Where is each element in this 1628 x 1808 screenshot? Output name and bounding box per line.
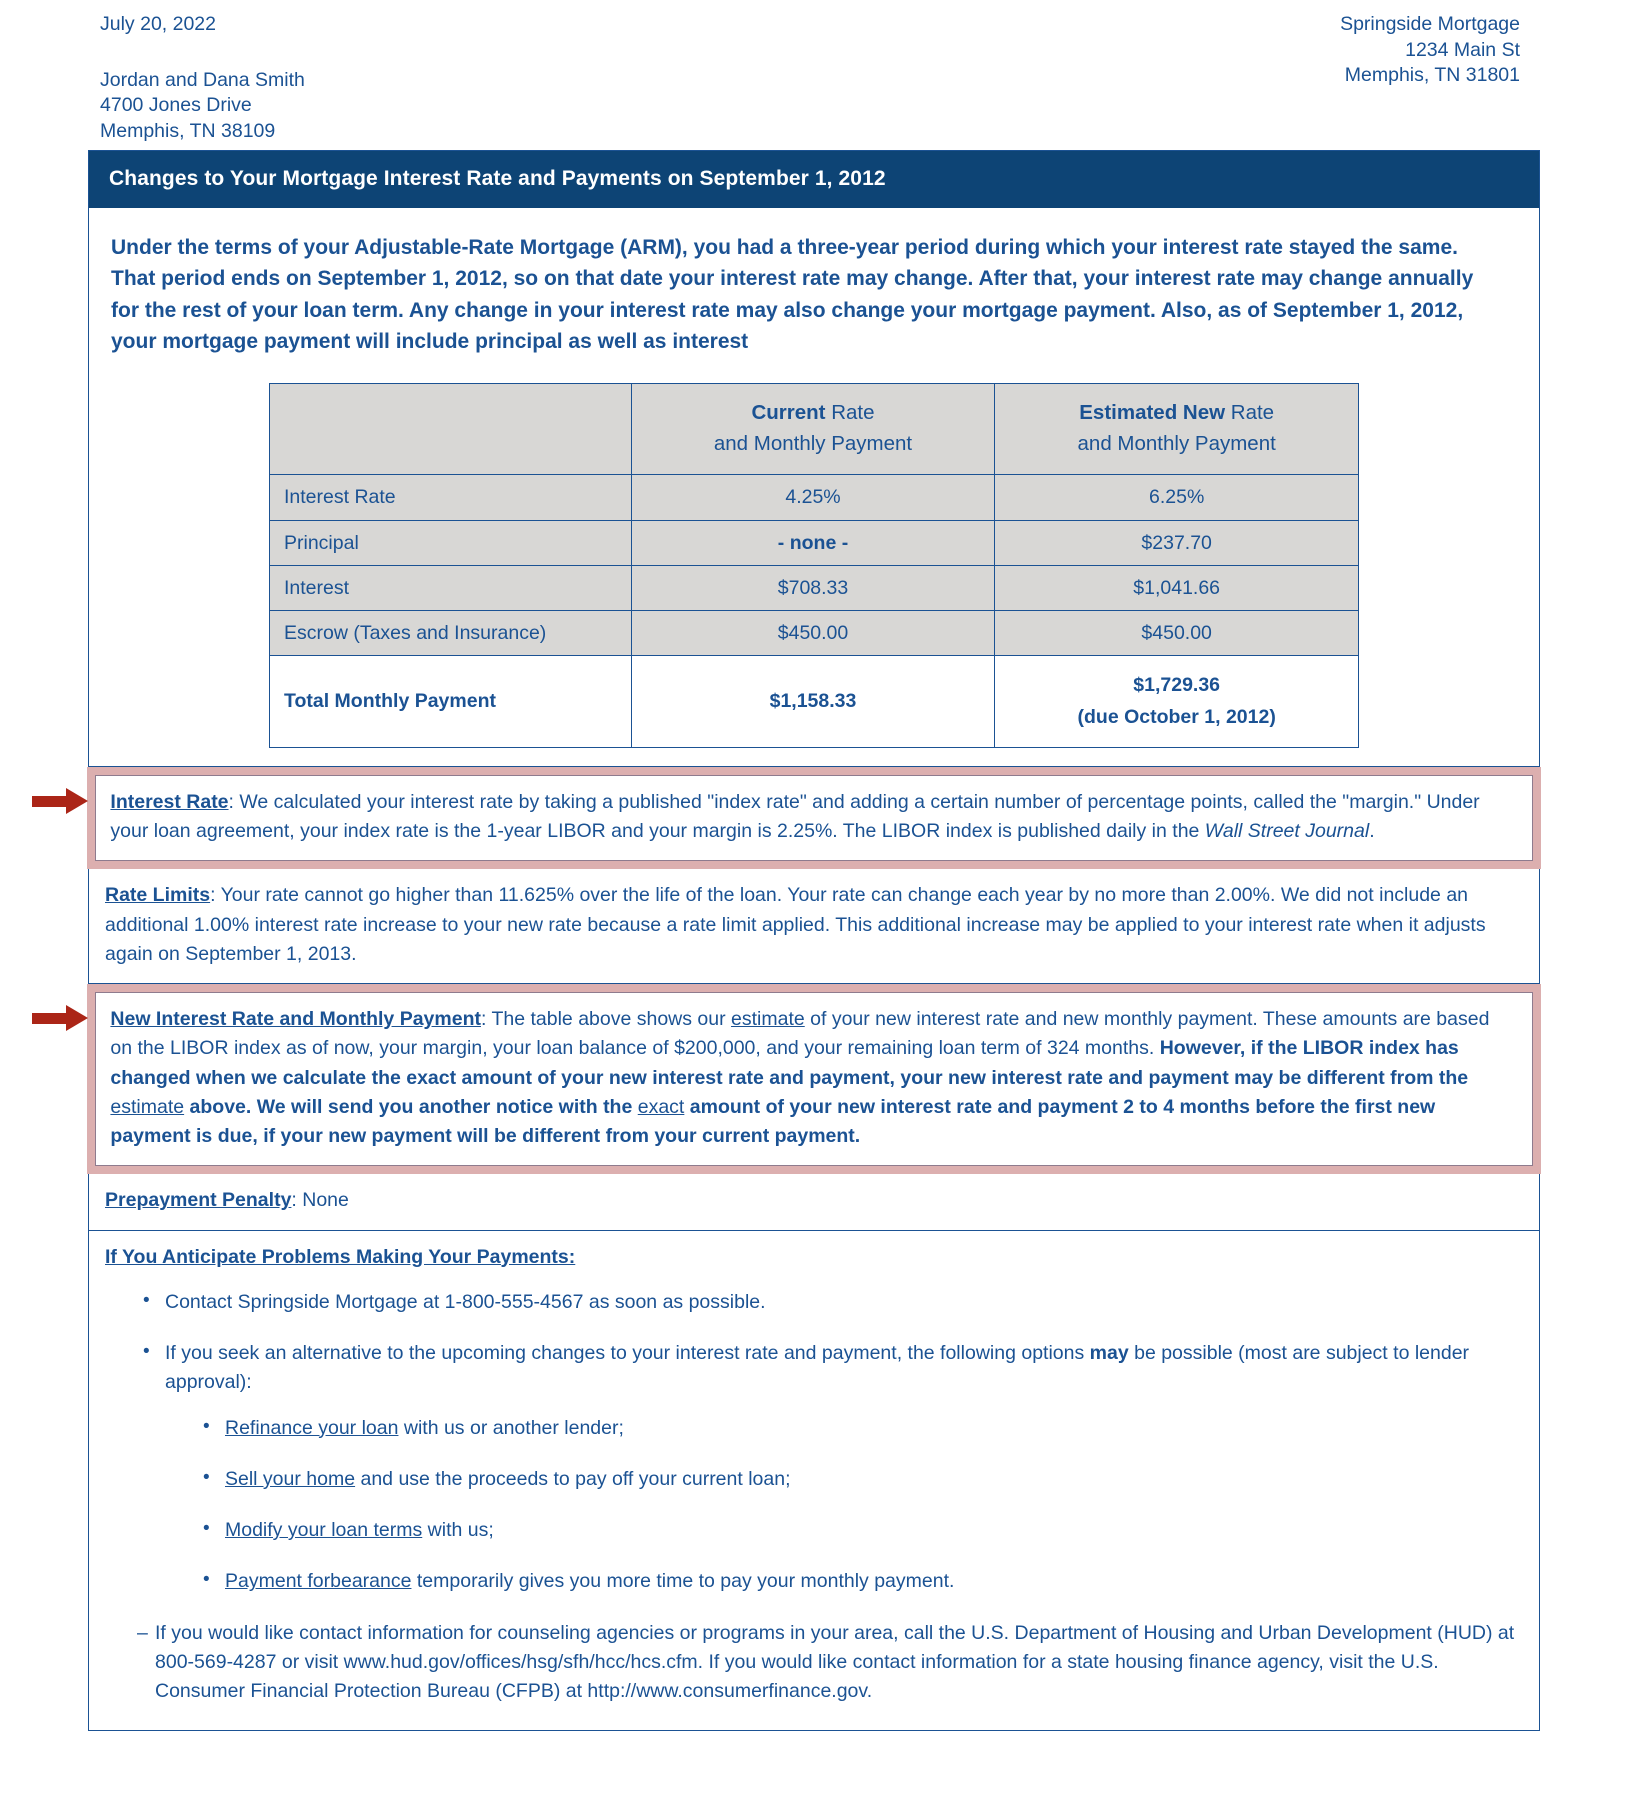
hud-cfpb-paragraph: – If you would like contact information for counseling agencies or programs in your area, call the U.S. Department of Housing and Urban Development (HUD) at 800-569-4287 or visit www.hud.gov/offices/hsg/sfh/hcc/hcs.cfm. If you would like contact information for a state housing finance agency, visit the U.S. Consumer Financial Protection Bureau (CFPB) at http://www.consumerfinance.gov. xyxy=(115,1619,1523,1707)
notice-intro-paragraph: Under the terms of your Adjustable-Rate Mortgage (ARM), you had a three-year period during which your interest rate stayed the same. That period ends on September 1, 2012, so on that date your interest rate may change. After that, your interest rate may change annually for the rest of your loan term. Any change in your interest rate may also change your mortgage payment. Also, as of September 1, 2012, your mortgage payment will include principal as well as interest xyxy=(111,236,1474,353)
option-link-modify[interactable]: Modify your loan terms xyxy=(225,1519,423,1542)
table-corner-cell xyxy=(270,383,632,475)
table-row xyxy=(270,565,1359,610)
list-item xyxy=(203,1516,1523,1545)
column-header-estimated-rest: Rate xyxy=(1225,400,1275,424)
row-current-value: $708.33 xyxy=(631,565,995,610)
note-prepayment-heading: Prepayment Penalty xyxy=(105,1189,292,1212)
note-interest-rate-heading: Interest Rate xyxy=(110,790,229,813)
note-new-rate-exact-link: exact xyxy=(637,1095,685,1118)
note-new-rate-and-payment xyxy=(87,984,1540,1174)
note-prepayment-body: : None xyxy=(291,1189,349,1212)
row-estimated-value: $237.70 xyxy=(995,520,1359,565)
row-label: Interest Rate xyxy=(270,475,632,520)
notes-section xyxy=(89,766,1539,1731)
note-anticipate-problems xyxy=(89,1231,1539,1731)
note-rate-limits-heading: Rate Limits xyxy=(105,884,211,907)
option-link-sell[interactable]: Sell your home xyxy=(225,1467,356,1490)
note-new-rate-heading: New Interest Rate and Monthly Payment xyxy=(110,1008,481,1031)
option-rest-refinance: with us or another lender; xyxy=(398,1416,624,1439)
note-rate-limits-body: : Your rate cannot go higher than 11.625% over the life of the loan. Your rate can change each year by no more than 2.00%. We did not include an additional 1.00% interest rate increase to your new rate because a rate limit applied. This additional increase may be applied to your interest rate when it adjusts again on September 1, 2013. xyxy=(105,884,1486,965)
note-interest-rate-body-2: . xyxy=(1369,820,1375,843)
total-estimated-amount: $1,729.36 xyxy=(1133,674,1221,697)
recipient-name: Jordan and Dana Smith xyxy=(100,68,305,91)
note-interest-rate-italic: Wall Street Journal xyxy=(1204,820,1370,843)
list-item xyxy=(203,1465,1523,1494)
note-new-rate-bold-2: above. We will send you another notice with the xyxy=(184,1095,638,1118)
sender-name: Springside Mortgage xyxy=(1340,13,1520,35)
column-header-current-bold: Current xyxy=(751,400,826,424)
option-link-forbearance[interactable]: Payment forbearance xyxy=(225,1570,412,1593)
column-header-estimated-second-line: and Monthly Payment xyxy=(1077,432,1276,456)
note-rate-limits xyxy=(89,869,1539,984)
row-estimated-value: 6.25% xyxy=(995,475,1359,520)
rate-table-wrapper xyxy=(89,361,1539,766)
note-new-rate-estimate-link-1: estimate xyxy=(731,1008,805,1031)
sender-city-state-zip: Memphis, TN 31801 xyxy=(1344,64,1520,87)
table-row xyxy=(270,520,1359,565)
list-item xyxy=(143,1288,1523,1317)
table-header-row xyxy=(270,383,1359,475)
sender-street: 1234 Main St xyxy=(1405,38,1520,61)
option-rest-forbearance: temporarily gives you more time to pay your monthly payment. xyxy=(411,1570,955,1593)
table-row xyxy=(270,611,1359,656)
list-item xyxy=(143,1339,1523,1597)
column-header-current-rest: Rate xyxy=(825,400,875,424)
row-label: Principal xyxy=(270,520,632,565)
note-new-rate-seg-2: of your new interest rate and new monthly payment. These amounts are based on the LIBOR index as of now, your margin, your loan balance of $200,000, and your remaining loan term of 324 months. xyxy=(110,1008,1490,1060)
row-current-value-text: - none - xyxy=(777,531,849,554)
note-prepayment-penalty xyxy=(89,1174,1539,1230)
problems-bullet-2-bold: may xyxy=(1089,1342,1129,1365)
table-row xyxy=(270,475,1359,520)
row-label: Interest xyxy=(270,565,632,610)
red-arrow-icon xyxy=(32,1005,90,1031)
red-arrow-icon xyxy=(32,788,90,814)
row-current-value xyxy=(631,520,995,565)
row-current-value: 4.25% xyxy=(631,475,995,520)
problems-bullet-2-text-a: If you seek an alternative to the upcoming changes to your interest rate and payment, the following options xyxy=(165,1342,1090,1365)
notice-container xyxy=(88,150,1540,1731)
row-label: Escrow (Taxes and Insurance) xyxy=(270,611,632,656)
total-estimated-value xyxy=(995,656,1359,747)
row-current-value: $450.00 xyxy=(631,611,995,656)
sender-address-block xyxy=(1340,12,1520,89)
list-item xyxy=(203,1414,1523,1443)
note-new-rate-bold-3: amount of your new interest rate and payment 2 to 4 months before the first new payment is due, if your new payment will be different from your current payment. xyxy=(110,1095,1436,1148)
letterhead xyxy=(0,0,1628,143)
notice-title-bar: Changes to Your Mortgage Interest Rate and Payments on September 1, 2012 xyxy=(89,151,1539,208)
note-new-rate-estimate-link-2: estimate xyxy=(110,1095,185,1118)
table-total-row xyxy=(270,656,1359,747)
note-new-rate-seg-1: : The table above shows our xyxy=(480,1008,732,1031)
total-label: Total Monthly Payment xyxy=(270,656,632,747)
recipient-city-state-zip: Memphis, TN 38109 xyxy=(100,120,276,143)
option-link-refinance[interactable]: Refinance your loan xyxy=(225,1416,399,1439)
list-item xyxy=(203,1567,1523,1596)
note-interest-rate xyxy=(87,767,1540,870)
note-new-rate-bold-1: However, if the LIBOR index has changed when we calculate the exact amount of your new interest rate and payment, your new interest rate and payment may be different from the xyxy=(110,1037,1469,1089)
problems-bullet-list xyxy=(105,1288,1523,1597)
column-header-current xyxy=(631,383,995,475)
column-header-current-second-line: and Monthly Payment xyxy=(713,432,913,456)
letter-date-and-recipient xyxy=(100,12,305,145)
option-rest-sell: and use the proceeds to pay off your current loan; xyxy=(355,1467,791,1490)
option-rest-modify: with us; xyxy=(422,1519,494,1542)
row-estimated-value: $450.00 xyxy=(995,611,1359,656)
rate-comparison-table xyxy=(269,383,1359,748)
total-current-value: $1,158.33 xyxy=(631,656,995,747)
total-estimated-due-note: (due October 1, 2012) xyxy=(1077,705,1276,728)
column-header-estimated-bold: Estimated New xyxy=(1079,400,1226,424)
problems-bullet-1-text: Contact Springside Mortgage at 1-800-555-4567 as soon as possible. xyxy=(165,1290,766,1313)
row-estimated-value: $1,041.66 xyxy=(995,565,1359,610)
note-interest-rate-body-1: : We calculated your interest rate by taking a published "index rate" and adding a certain number of percentage points, called the "margin." Under your loan agreement, your index rate is the 1-year LIBOR and your margin is 2.25%. The LIBOR index is published daily in the xyxy=(110,790,1480,843)
column-header-estimated xyxy=(995,383,1359,475)
problems-bullet-2-text-b: be possible (most are subject to lender approval): xyxy=(165,1342,1470,1394)
problems-heading: If You Anticipate Problems Making Your Payments: xyxy=(105,1245,576,1268)
recipient-street: 4700 Jones Drive xyxy=(100,94,252,117)
loan-options-sublist xyxy=(165,1414,1523,1597)
letter-date: July 20, 2022 xyxy=(100,13,217,35)
